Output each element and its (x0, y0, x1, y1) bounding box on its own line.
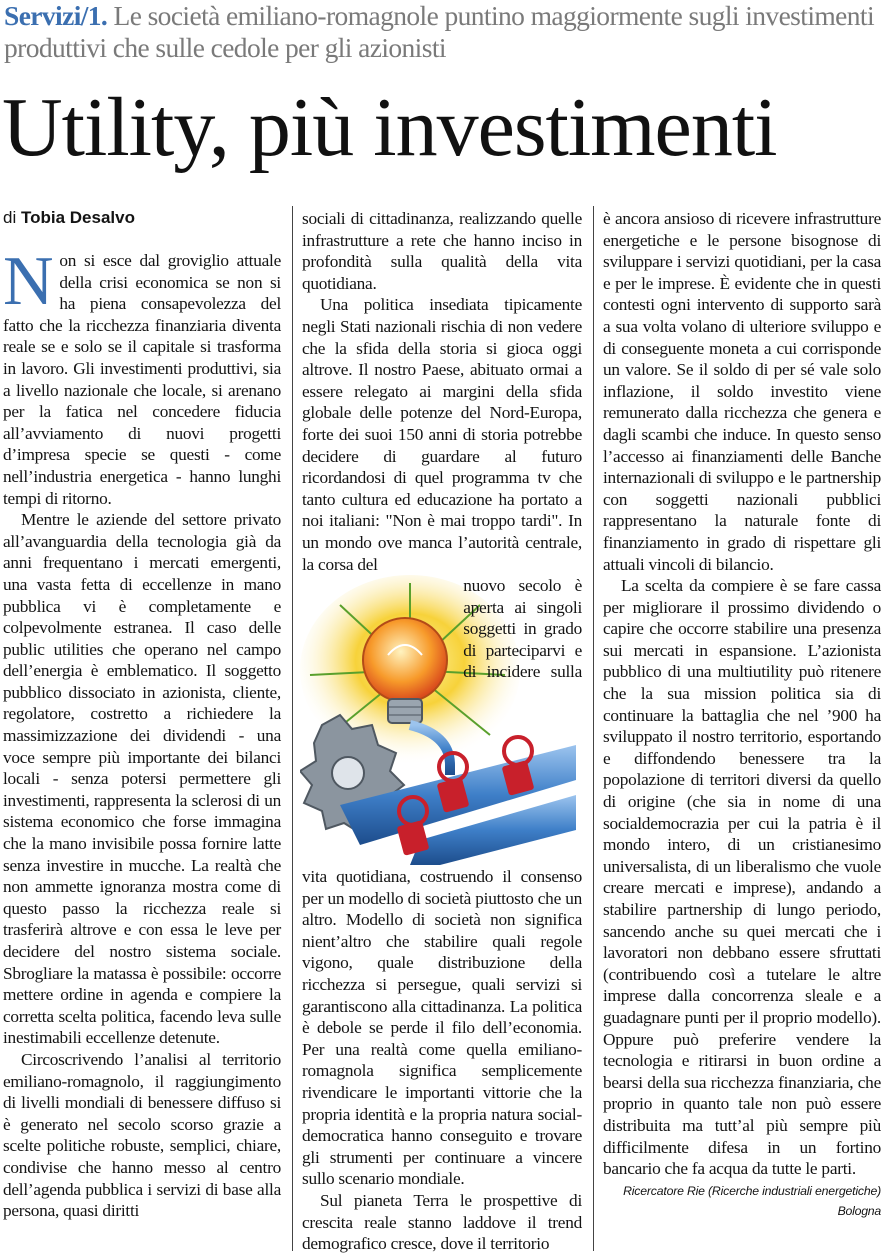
column-divider (292, 206, 293, 1251)
paragraph: è ancora ansioso di ricevere infrastrutture energetiche e le persone bisognose di sviluppare i servizi quotidiani, per la casa e per le imprese. È evidente che in questi contesti ogni intervento di supporto sarà a sua volta volano di ulteriore sviluppo e di conseguente moneta a cui corrisponde un valore. Se il soldo di per sé vale solo inflazione, il soldo investito viene remunerato dalla ricchezza che genera e dagli scambi che induce. In questo senso l’accesso ai finanziamenti delle Banche internazionali di sviluppo e le partnership con soggetti nazionali pubblici rappresentano la naturale fonte di finanziamento in grado di rispettare gli attuali vincoli di bilancio. (603, 209, 881, 574)
column-divider (593, 206, 594, 1251)
signature-place: Bologna (837, 1203, 881, 1218)
paragraph: Mentre le aziende del settore privato all’avanguardia della tecnologia già da anni frequentano i mercati emergenti, una vasta fetta di eccellenze in mano pubblica vi è completamente e colpevolmente estranea. Il caso delle public utilities che operano nel campo dell’energia è emblematico. Il soggetto pubblico dissociato in azionista, cliente, regolatore, costretto a richiedere la massimizzazione dei dividendi - una voce sempre più importante dei bilanci locali - senza potersi permettere gli investimenti, rappresenta la sclerosi di un sistema economico che forse immagina che la mano invisibile possa fornire latte senza investire in mucche. La realtà che non ammette ignoranza mostra come di questo passo la ricchezza reale si trasferirà altrove e con essa le leve per decidere del nostro sistema sociale. Sbrogliare la matassa è possibile: occorre mettere ordine in agenda e compiere la corretta scelta politica, facendo leva sulle inestimabili eccellenze detenute. (3, 510, 281, 1048)
article-column-3 (603, 208, 881, 1220)
signature-role: Ricercatore Rie (Ricerche industriali energetiche) (623, 1183, 881, 1198)
article-column-1 (3, 243, 281, 1222)
drop-cap: N (3, 243, 54, 320)
paragraph: Una politica insediata tipicamente negli Stati nazionali rischia di non vedere che la sfida della storia si gioca oggi altrove. Il nostro Paese, abituato ormai a essere relegato ai margini della sfida globale delle potenze del Nord-Europa, forte dei suoi 150 anni di storia potrebbe decidere di guardare al futuro ricordandosi di quel programma tv che tanto cultura ed educazione ha portato a noi italiani: "Non è mai troppo tardi". In un mondo ove manca l’autorità centrale, la corsa del (302, 295, 582, 574)
paragraph: sociali di cittadinanza, realizzando quelle infrastrutture a rete che hanno inciso in profondità sulla qualità della vita quotidiana. (302, 209, 582, 293)
paragraph-text: on si esce dal groviglio attuale della crisi economica se non si ha piena consapevolezza del fatto che la ricchezza finanziaria diventa reale se e solo se il capitale si trasforma in lavoro. Gli investimenti produttivi, sia a livello nazionale che locale, si arenano per la fatica nel concedere fiducia all’avviamento di nuovi progetti d’impresa specie se questi - come nell’industria energetica - hanno lunghi tempi di ritorno. (3, 251, 281, 508)
paragraph: nuovo secolo è aperta ai singoli soggetti in grado di parteciparvi e di incidere sulla vita quotidiana, costruendo il consenso per un modello di società piuttosto che un altro. Modello di società non significa nient’altro che stabilire quali regole vigono, quale distribuzione della ricchezza si persegue, quali servizi si garantiscono alla cittadinanza. La politica è debole se perde il filo dell’economia. Per una realtà come quella emiliano-romagnola significa semplicemente rivendicare le importanti vittorie che la propria identità e la propria natura social-democratica hanno conseguito e trovare gli strumenti per continuare a vincere sullo scenario mondiale. (302, 576, 582, 1189)
paragraph: Sul pianeta Terra le prospettive di crescita reale stanno laddove il trend demografico cresce, dove il territorio (302, 1190, 582, 1254)
byline-author: Tobia Desalvo (20, 208, 135, 227)
kicker-text: Le società emiliano-romagnole puntino maggiormente sugli investimenti produttivi che sulle cedole per gli azionisti (4, 0, 874, 63)
kicker-tag: Servizi/1. (4, 0, 108, 31)
kicker (4, 0, 880, 64)
article-column-2 (302, 208, 582, 1255)
byline-prefix: di (3, 208, 17, 227)
headline: Utility, più investimenti (2, 81, 777, 174)
paragraph (3, 243, 281, 509)
byline (3, 208, 135, 228)
paragraph: Circoscrivendo l’analisi al territorio emiliano-romagnolo, il raggiungimento di livelli mondiali di benessere diffuso si è generato nel secolo scorso grazie a scelte politiche robuste, semplici, chiare, condivise che hanno messo al centro dell’agenda pubblica i servizi di base alla persona, quasi diritti (3, 1049, 281, 1221)
paragraph: La scelta da compiere è se fare cassa per migliorare il prossimo dividendo o capire che occorre stabilire una presenza sui mercati in espansione. L’azionista pubblico di una multiutility può ritenere che la sua mission politica sia di continuare la battaglia che nel ’900 ha sviluppato il nostro territorio, esportando e diffondendo benessere tra la popolazione di territori diversi da quello di origine (che sia in nome di una socialdemocrazia per cui la patria è il mondo intero, di un cristianesimo universalista, di un liberalismo che vuole creare mercati e imprese), andando a stabilire partnership di lungo periodo, sancendo anche su quei mercati che i lavoratori non debbano essere sfruttati (contribuendo così a tutelare le altre imprese dalla concorrenza sleale e a guadagnare punti per il proprio modello). Oppure può preferire vendere la tecnologia e ritirarsi in buon ordine a bearsi della sua ricchezza finanziaria, che proprio in quanto tale non può essere distribuita ma tutt’al più sempre più difficilmente difesa in un fortino bancario che fa acqua da tutte le parti. (603, 576, 881, 1179)
